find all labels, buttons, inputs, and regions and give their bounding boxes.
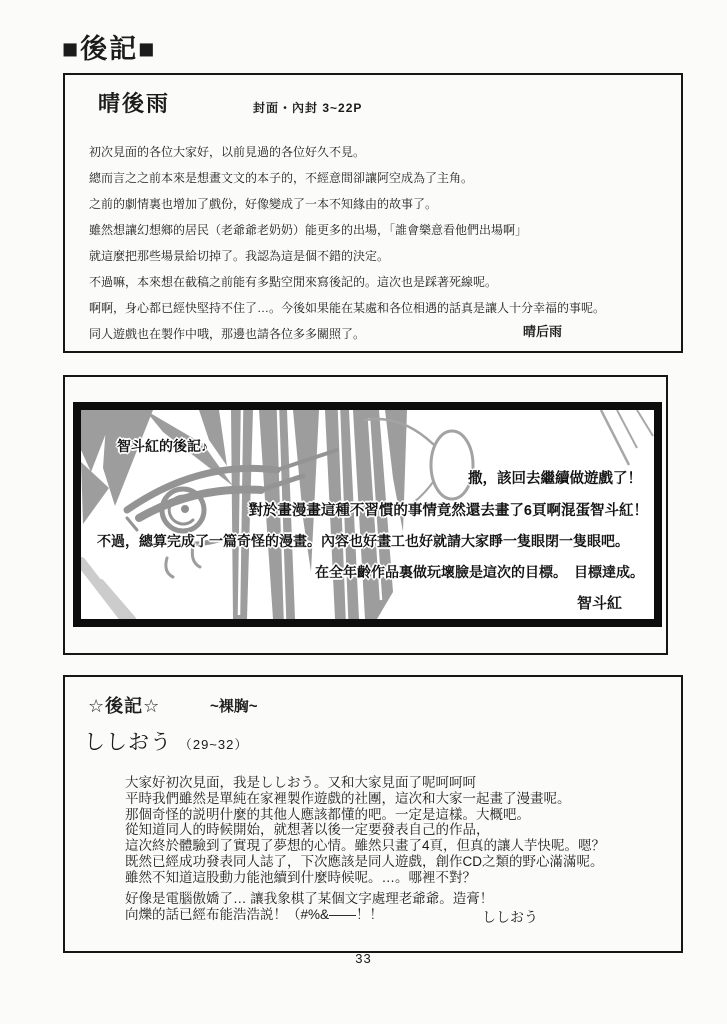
page-title: ■後記■ <box>62 34 157 64</box>
afterword-box-chitohon <box>63 375 668 655</box>
paragraph: 那個奇怪的説明什麼的其他人應該都懂的吧。一定是這樣。大概吧。 <box>125 806 530 822</box>
author-line <box>84 726 248 756</box>
page-number: 33 <box>355 951 372 966</box>
paragraph: 從知道同人的時候開始，就想著以後一定要發表自己的作品， <box>125 822 490 838</box>
afterword-line: 對於畫漫畫這種不習慣的事情竟然還去畫了6頁啊混蛋智斗紅！ <box>248 503 648 519</box>
paragraph: 雖然想讓幻想鄉的居民（老爺爺老奶奶）能更多的出場，「誰會樂意看他們出場啊」 <box>89 223 528 237</box>
signature-haregouu: 晴后雨 <box>523 324 563 339</box>
signature-shishiou: ししおう <box>482 909 538 925</box>
paragraph: 既然已經成功發表同人誌了，下次應該是同人遊戲，創作CD之類的野心滿滿呢。 <box>125 853 604 869</box>
illustration-frame <box>73 402 662 627</box>
paragraph: 好像是電腦傲嬌了… 讓我象棋了某個文字處理老爺爺。造膏！ <box>125 891 494 906</box>
paragraph: 不過嘛，本來想在截稿之前能有多點空閒來寫後記的。這次也是踩著死線呢。 <box>89 275 498 289</box>
afterword-line: 在全年齡作品裏做玩壞臉是這次的目標。 目標達成。 <box>315 564 644 580</box>
afterword-box-shishiou <box>63 675 683 953</box>
afterword-text-shishiou <box>125 775 605 886</box>
signature-chitohon: 智斗紅 <box>576 595 622 612</box>
paragraph: 總而言之之前本來是想畫文文的本子的，不經意間卻讓阿空成為了主角。 <box>89 171 474 185</box>
paragraph: 雖然不知道這股動力能池續到什麼時候呢。…。哪裡不對？ <box>125 869 476 885</box>
paragraph: 啊啊，身心都已經快堅持不住了…。今後如果能在某處和各位相遇的話真是讓人十分幸福的事呢。 <box>89 301 606 315</box>
section-subtitle: ~裸胸~ <box>210 698 258 715</box>
paragraph: 就這麼把那些場景給切掉了。我認為這是個不錯的決定。 <box>89 249 390 263</box>
section-header: ☆後記☆ <box>88 696 161 716</box>
pages-note-haregouu: 封面・內封 3~22P <box>253 101 363 115</box>
author-name-haregouu: 晴後雨 <box>98 91 171 116</box>
paragraph: 這次終於體驗到了實現了夢想的心情。雖然只畫了4頁，但真的讓人芋快呢。嗯？ <box>125 838 606 854</box>
afterword-line: 不過，總算完成了一篇奇怪的漫畫。內容也好畫工也好就請大家睜一隻眼閉一隻眼吧。 <box>97 533 629 549</box>
paragraph: 大家好初次見面，我是ししおう。又和大家見面了呢呵呵呵 <box>125 775 476 790</box>
label-chitohon: 智斗紅的後記♪ <box>117 438 208 454</box>
paragraph: 同人遊戲也在製作中哦，那邊也請各位多多關照了。 <box>89 327 366 341</box>
paragraph: 之前的劇情裏也增加了戲份，好像變成了一本不知緣由的故事了。 <box>89 197 438 211</box>
paragraph: 初次見面的各位大家好，以前見過的各位好久不見。 <box>89 145 366 159</box>
afterword-box-haregouu <box>63 73 683 353</box>
afterword-line: 撒，該回去繼續做遊戲了！ <box>468 471 642 487</box>
author-name-shishiou: ししおう <box>84 731 172 754</box>
afterword-text-shishiou-2 <box>125 891 493 923</box>
paragraph: 向爍的話已經布能浩浩説！（#%&——！！ <box>125 906 384 922</box>
afterword-text-haregouu <box>89 139 605 347</box>
pages-note-shishiou: （29~32） <box>178 737 249 752</box>
paragraph: 平時我們雖然是單純在家裡製作遊戲的社團，這次和大家一起畫了漫畫呢。 <box>125 790 571 806</box>
